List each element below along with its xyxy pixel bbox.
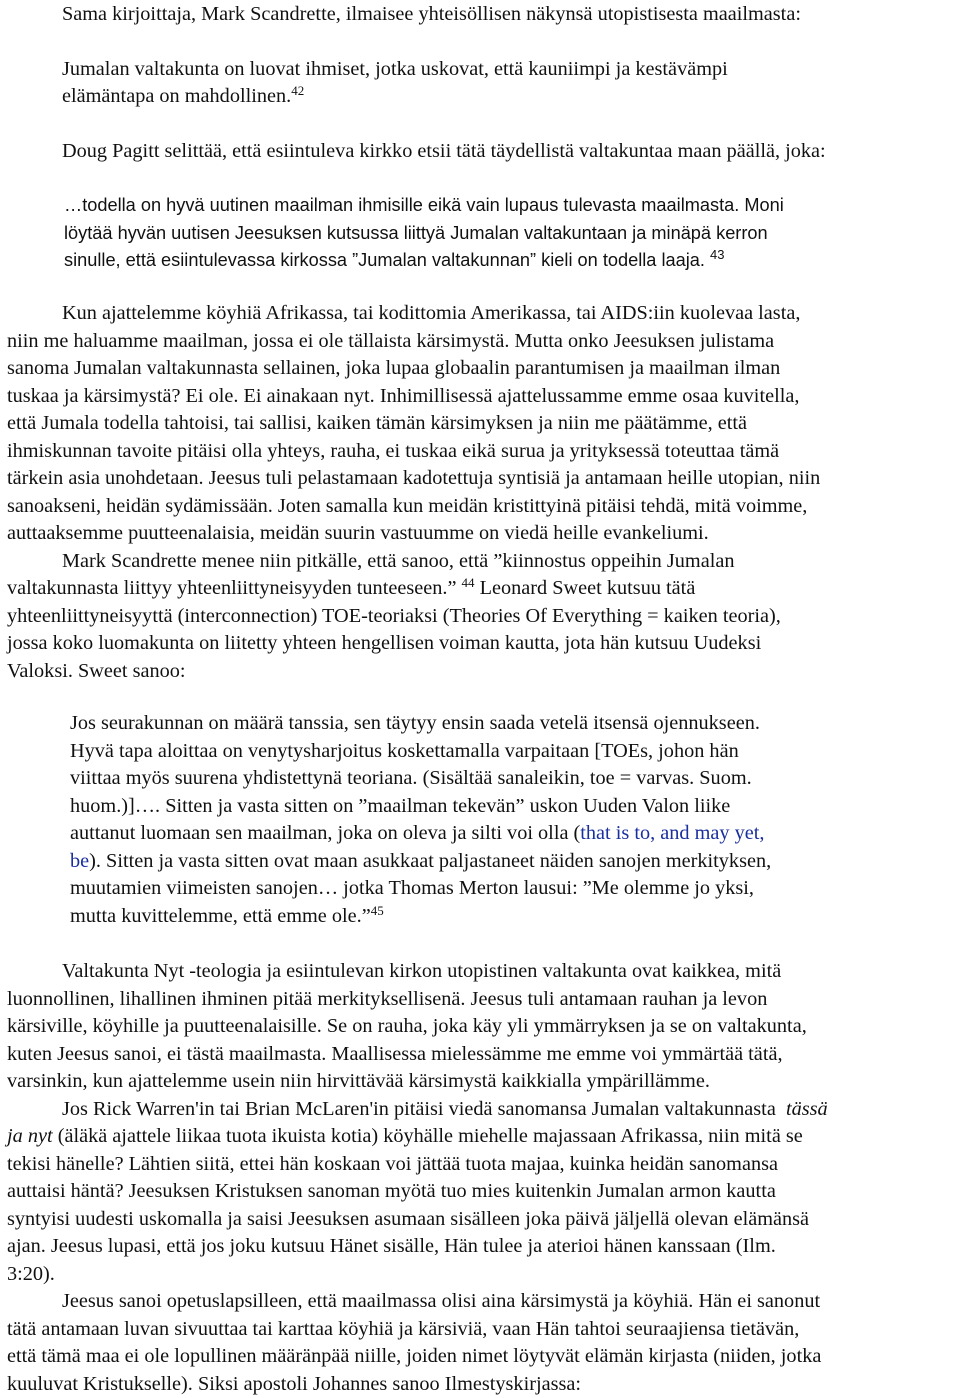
footnote-ref-42: 42 <box>291 83 304 98</box>
text-line: kärsiville, köyhille ja puutteenalaisille. Se on rauha, joka käy yli ymmärryksen ja se on valtakunta, <box>7 1013 955 1041</box>
text-line: löytää hyvän uutisen Jeesuksen kutsussa liittyä Jumalan valtakuntaan ja minäpä kerron <box>64 220 924 248</box>
text-span: valtakunnasta liittyy yhteenliittyneisyyden tunteeseen.” <box>7 577 456 599</box>
blockquote-sweet <box>70 710 930 930</box>
text-line: että Jumala todella tahtoisi, tai sallisi, kaiken tämän kärsimyksen ja niin me päätämme, että <box>7 410 955 438</box>
paragraph-scandrette-quote <box>62 56 952 84</box>
text-line: jossa koko luomakunta on liitetty yhteen hengellisen voiman kautta, jota hän kutsuu Uudeksi <box>7 630 955 658</box>
text-line <box>70 903 930 931</box>
text-span: mutta kuvittelemme, että emme ole.” <box>70 905 371 927</box>
text-line <box>70 820 930 848</box>
text-line: Jumalan valtakunta on luovat ihmiset, jotka uskovat, että kauniimpi ja kestävämpi <box>62 56 952 84</box>
text-line: luonnollinen, lihallinen ihminen pitää merkityksellisenä. Jeesus tuli antamaan rauhan ja levon <box>7 986 955 1014</box>
text-line: auttaaksemme puutteenalaisia, meidän suurin vastuumme on viedä heille evankeliumi. <box>7 520 955 548</box>
text-line: Hyvä tapa aloittaa on venytysharjoitus koskettamalla varpaitaan [TOEs, johon hän <box>70 738 930 766</box>
english-phrase: be <box>70 850 89 872</box>
blockquote-pagitt <box>64 192 924 275</box>
english-phrase: that is to, and may yet, <box>580 822 764 844</box>
text-span: (äläkä ajattele liikaa tuota ikuista kotia) köyhälle miehelle majassaan Afrikassa, niin mitä se <box>58 1125 803 1147</box>
text-line: huom.)]…. Sitten ja vasta sitten on ”maailman tekevän” uskon Uuden Valon liike <box>70 793 930 821</box>
text-line: kuten Jeesus sanoi, ei tästä maailmasta. Maallisessa mielessämme me emme voi ymmärtää tätä, <box>7 1041 955 1069</box>
text-span: Leonard Sweet kutsuu tätä <box>480 577 696 599</box>
emphasis: tässä <box>786 1098 828 1120</box>
text-line <box>62 83 952 111</box>
text-line <box>64 247 924 275</box>
text-line: syntyisi uudesti uskomalla ja saisi Jeesuksen asumaan sisälleen joka päivä jäljellä olevan elämänsä <box>7 1206 955 1234</box>
text-line: ajan. Jeesus lupasi, että jos joku kutsuu Hänet sisälle, Hän tulee ja aterioi hänen kanssaan (Ilm. <box>7 1233 955 1261</box>
text-line: tuskaa ja kärsimystä? Ei ole. Ei ainakaan nyt. Inhimillisessä ajattelussamme emme osaa kuvitella, <box>7 383 955 411</box>
text-span: elämäntapa on mahdollinen. <box>62 85 291 107</box>
text-line: Mark Scandrette menee niin pitkälle, että sanoo, että ”kiinnostus oppeihin Jumalan <box>7 548 955 576</box>
text-line: ihmiskunnan tavoite pitäisi olla yhteys, rauha, ei tuskaa eikä surua ja yrityksessä toteuttaa tämä <box>7 438 955 466</box>
text-line: Doug Pagitt selittää, että esiintuleva kirkko etsii tätä täydellistä valtakuntaa maan päällä, joka: <box>62 138 957 166</box>
text-line <box>7 1096 955 1124</box>
text-span: auttanut luomaan sen maailman, joka on oleva ja silti voi olla ( <box>70 822 580 844</box>
paragraph-intro <box>62 1 952 29</box>
paragraph-pagitt <box>62 138 957 166</box>
text-line: tärkein asia unohdetaan. Jeesus tuli pelastamaan kadotettuja syntisiä ja antamaan heille utopian, niin <box>7 465 955 493</box>
text-line: tätä antamaan luvan sivuuttaa tai karttaa köyhiä ja kärsiviä, vaan Hän tahtoi seuraajiensa tietävän, <box>7 1316 955 1344</box>
text-line: että tämä maa ei ole lopullinen määränpää niille, joiden nimet löytyvät elämän kirjasta (niiden, jotka <box>7 1343 955 1371</box>
text-line: sanoma Jumalan valtakunnasta sellainen, joka lupaa globaalin parantumisen ja maailman ilman <box>7 355 955 383</box>
text-span: sinulle, että esiintulevassa kirkossa ”Jumalan valtakunnan” kieli on todella laaja. <box>64 250 705 270</box>
paragraph-kingdom-now <box>7 958 955 1398</box>
emphasis: ja nyt <box>7 1125 53 1147</box>
text-line: Kun ajattelemme köyhiä Afrikassa, tai kodittomia Amerikassa, tai AIDS:iin kuolevaa lasta, <box>7 300 955 328</box>
text-line: sanoakseni, heidän sydämissään. Joten samalla kun meidän kristittyinä pitäisi tehdä, mitä voimme, <box>7 493 955 521</box>
text-line: kuuluvat Kristukselle). Siksi apostoli Johannes sanoo Ilmestyskirjassa: <box>7 1371 955 1398</box>
paragraph-scandrette-quote-cont <box>62 83 952 111</box>
paragraph-suffering <box>7 300 955 685</box>
text-line <box>70 848 930 876</box>
text-line: varsinkin, kun ajattelemme usein niin hirvittävää kärsimystä kaikkialla ympärillämme. <box>7 1068 955 1096</box>
text-line: …todella on hyvä uutinen maailman ihmisille eikä vain lupaus tulevasta maailmasta. Moni <box>64 192 924 220</box>
text-span: Jos Rick Warren'in tai Brian McLaren'in pitäisi viedä sanomansa Jumalan valtakunnasta <box>62 1098 776 1120</box>
text-line: muutamien viimeisten sanojen… jotka Thomas Merton lausui: ”Me olemme jo yksi, <box>70 875 930 903</box>
text-line: Valoksi. Sweet sanoo: <box>7 658 955 686</box>
text-span: ). Sitten ja vasta sitten ovat maan asukkaat paljastaneet näiden sanojen merkityksen, <box>89 850 771 872</box>
text-line: Sama kirjoittaja, Mark Scandrette, ilmaisee yhteisöllisen näkynsä utopistisesta maailmasta: <box>62 1 952 29</box>
text-line: niin me haluamme maailman, jossa ei ole tällaista kärsimystä. Mutta onko Jeesuksen julistama <box>7 328 955 356</box>
text-line: tekisi hänelle? Lähtien siitä, ettei hän koskaan voi jättää tuota majaa, kuinka heidän sanomansa <box>7 1151 955 1179</box>
footnote-ref-44: 44 <box>462 575 475 590</box>
text-line: viittaa myös suurena yhdistettynä teoriana. (Sisältää sanaleikin, toe = varvas. Suom. <box>70 765 930 793</box>
footnote-ref-43: 43 <box>710 247 724 262</box>
text-line: Jos seurakunnan on määrä tanssia, sen täytyy ensin saada vetelä itsensä ojennukseen. <box>70 710 930 738</box>
text-line <box>7 1123 955 1151</box>
text-line: Valtakunta Nyt -teologia ja esiintulevan kirkon utopistinen valtakunta ovat kaikkea, mitä <box>7 958 955 986</box>
text-line <box>7 575 955 603</box>
footnote-ref-45: 45 <box>371 903 384 918</box>
text-line: 3:20). <box>7 1261 955 1289</box>
text-line: yhteenliittyneisyyttä (interconnection) TOE-teoriaksi (Theories Of Everything = kaiken teoria), <box>7 603 955 631</box>
text-line: auttaisi häntä? Jeesuksen Kristuksen sanoman myötä tuo mies kuitenkin Jumalan armon kautta <box>7 1178 955 1206</box>
text-line: Jeesus sanoi opetuslapsilleen, että maailmassa olisi aina kärsimystä ja köyhiä. Hän ei sanonut <box>7 1288 955 1316</box>
